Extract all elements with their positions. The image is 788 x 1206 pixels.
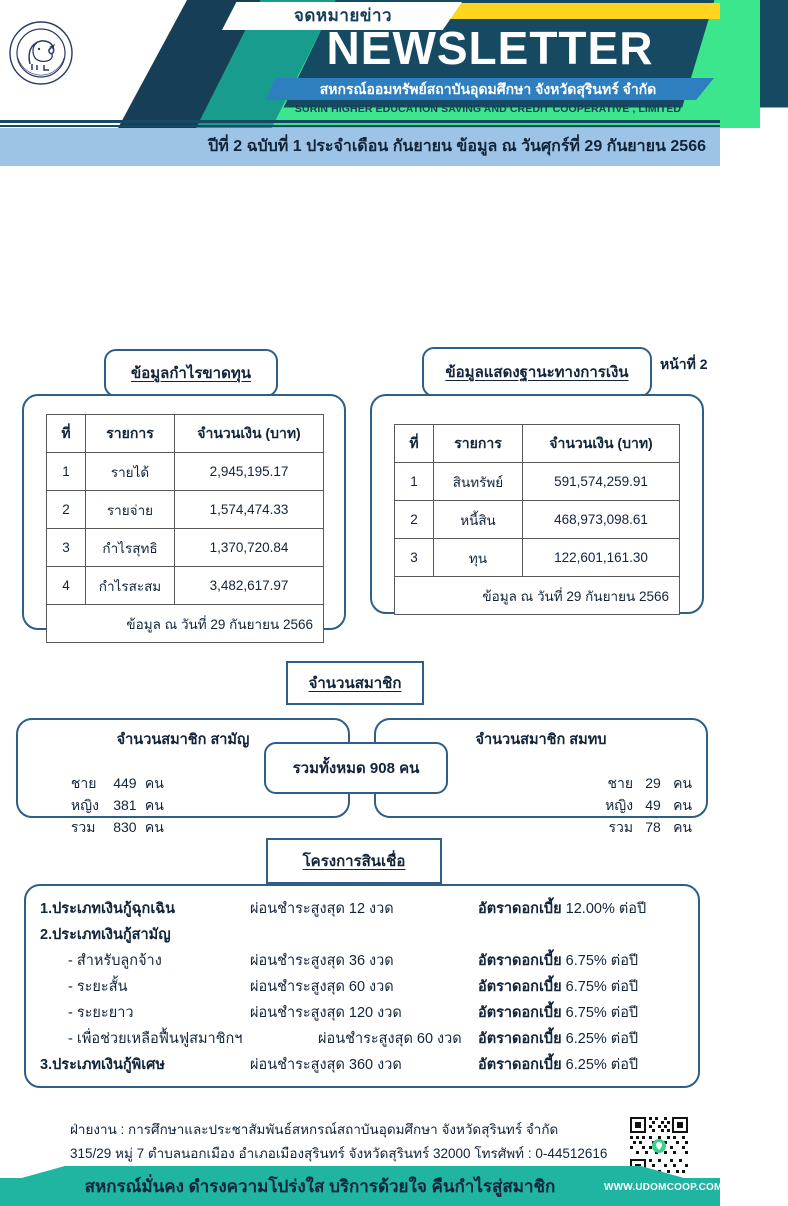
table-row (47, 567, 324, 605)
row-label: หญิง (70, 797, 99, 813)
credit-row-name: - สำหรับลูกจ้าง (68, 953, 162, 969)
credit-row-term: ผ่อนชำระสูงสุด 360 งวด (250, 1057, 402, 1073)
row-unit: คน (673, 775, 692, 791)
rate-value: 6.75% ต่อปี (565, 953, 639, 969)
table-row (47, 529, 324, 567)
cell-no: 3 (47, 529, 86, 567)
row-unit: คน (144, 775, 164, 791)
row-value: 29 (645, 775, 661, 791)
credit-programs-card (24, 884, 700, 1088)
issue-date-text: ปีที่ 2 ฉบับที่ 1 ประจำเดือน กันยายน ข้อมูล ณ วันศุกร์ที่ 29 กันยายน 2566 (208, 138, 706, 155)
credit-row-name: 2.ประเภทเงินกู้สามัญ (40, 927, 171, 943)
table-row (47, 453, 324, 491)
newsletter-thai-tag: จดหมายข่าว (293, 6, 393, 25)
ordinary-members-title: จำนวนสมาชิก สามัญ (116, 732, 250, 748)
table-row (395, 463, 680, 501)
finance-table (394, 424, 680, 615)
rate-value: 6.25% ต่อปี (565, 1057, 639, 1073)
profit-table (46, 414, 324, 643)
cell-no: 3 (395, 539, 434, 577)
header-divider-line-2 (0, 125, 720, 127)
credit-row-name: - เพื่อช่วยเหลือฟื้นฟูสมาชิกฯ (68, 1031, 243, 1047)
row-value: 49 (645, 797, 661, 813)
credit-row-term: ผ่อนชำระสูงสุด 60 งวด (250, 979, 394, 995)
credit-section-heading (266, 838, 442, 884)
finance-section-heading (422, 347, 652, 397)
table-header-row (395, 425, 680, 463)
associate-members-rows (560, 750, 692, 835)
row-unit: คน (673, 797, 692, 813)
rate-label: อัตราดอกเบี้ย (478, 1005, 562, 1021)
credit-row-name: - ระยะยาว (68, 1005, 134, 1021)
cell-no: 2 (47, 491, 86, 529)
total-members-badge (264, 742, 448, 794)
issue-date-bar (0, 128, 720, 166)
page-footer (0, 1114, 723, 1206)
credit-row-rate (478, 1052, 698, 1078)
cell-no: 4 (47, 567, 86, 605)
table-header-row (47, 415, 324, 453)
table-row (395, 539, 680, 577)
cell-amount: 2,945,195.17 (175, 453, 324, 491)
row-label: รวม (70, 819, 96, 835)
rate-label: อัตราดอกเบี้ย (478, 1057, 562, 1073)
rate-label: อัตราดอกเบี้ย (478, 901, 562, 917)
row-label: ชาย (70, 775, 97, 791)
finance-col-amount: จำนวนเงิน (บาท) (523, 425, 680, 463)
rate-value: 6.25% ต่อปี (565, 1031, 639, 1047)
cell-amount: 3,482,617.97 (175, 567, 324, 605)
credit-row-name: 3.ประเภทเงินกู้พิเศษ (40, 1057, 165, 1073)
rate-value: 6.75% ต่อปี (565, 1005, 639, 1021)
cell-item: กำไรสุทธิ (86, 529, 175, 567)
rate-label: อัตราดอกเบี้ย (478, 953, 562, 969)
credit-row-rate (478, 896, 698, 922)
table-row (395, 501, 680, 539)
rate-label: อัตราดอกเบี้ย (478, 1031, 562, 1047)
cell-item: สินทรัพย์ (434, 463, 523, 501)
credit-row-rate (478, 1000, 698, 1026)
table-row (47, 491, 324, 529)
page-body (0, 166, 723, 1196)
credit-section-heading-label: โครงการสินเชื่อ (302, 853, 406, 870)
profit-col-no: ที่ (47, 415, 86, 453)
row-value: 830 (113, 819, 137, 835)
profit-col-item: รายการ (86, 415, 175, 453)
members-section-heading-label: จำนวนสมาชิก (308, 675, 402, 692)
credit-row-term: ผ่อนชำระสูงสุด 36 งวด (250, 953, 394, 969)
cell-item: รายได้ (86, 453, 175, 491)
row-unit: คน (144, 819, 164, 835)
page-number: หน้าที่ 2 (660, 356, 708, 372)
credit-row-name: 1.ประเภทเงินกู้ฉุกเฉิน (40, 901, 176, 917)
table-footnote-row (47, 605, 324, 643)
row-label: ชาย (607, 775, 634, 791)
rate-value: 12.00% ต่อปี (565, 901, 647, 917)
credit-row-rate (478, 948, 698, 974)
row-unit: คน (673, 819, 692, 835)
members-section-heading (286, 661, 424, 705)
row-label: รวม (608, 819, 634, 835)
rate-label: อัตราดอกเบี้ย (478, 979, 562, 995)
footer-department-line: ฝ่ายงาน : การศึกษาและประชาสัมพันธ์สหกรณ์สถาบันอุดมศึกษา จังหวัดสุรินทร์ จำกัด (70, 1122, 559, 1137)
page-header (0, 0, 720, 128)
finance-section-heading-label: ข้อมูลแสดงฐานะทางการเงิน (445, 364, 629, 381)
row-value: 449 (113, 775, 137, 791)
cell-amount: 1,574,474.33 (175, 491, 324, 529)
cell-amount: 468,973,098.61 (523, 501, 680, 539)
ordinary-members-rows (32, 750, 164, 835)
newsletter-title: NEWSLETTER (326, 22, 654, 74)
header-divider-line-1 (0, 120, 720, 123)
cooperative-name-english: SURIN HIGHER EDUCATION SAVING AND CREDIT COOPERATIVE , LIMITED (294, 103, 682, 115)
credit-row-name: - ระยะสั้น (68, 979, 128, 995)
list-item (32, 750, 164, 791)
table-footnote-row (395, 577, 680, 615)
row-unit: คน (144, 797, 164, 813)
finance-col-no: ที่ (395, 425, 434, 463)
profit-footnote: ข้อมูล ณ วันที่ 29 กันยายน 2566 (47, 605, 324, 643)
row-value: 78 (645, 819, 661, 835)
finance-table-card (370, 394, 704, 614)
list-item (560, 750, 692, 791)
profit-col-amount: จำนวนเงิน (บาท) (175, 415, 324, 453)
profit-section-heading (104, 349, 278, 397)
credit-row-rate (478, 974, 698, 1000)
cell-amount: 1,370,720.84 (175, 529, 324, 567)
cell-item: กำไรสะสม (86, 567, 175, 605)
cell-item: รายจ่าย (86, 491, 175, 529)
cell-no: 1 (395, 463, 434, 501)
credit-row-term: ผ่อนชำระสูงสุด 120 งวด (250, 1005, 402, 1021)
cell-item: หนี้สิน (434, 501, 523, 539)
credit-row-rate (478, 1026, 698, 1052)
footer-slogan: สหกรณ์มั่นคง ดำรงความโปร่งใส บริการด้วยใจ คืนกำไรสู่สมาชิก (84, 1177, 556, 1196)
cell-amount: 122,601,161.30 (523, 539, 680, 577)
credit-row-term: ผ่อนชำระสูงสุด 12 งวด (250, 901, 394, 917)
footer-address-line: 315/29 หมู่ 7 ตำบลนอกเมือง อำเภอเมืองสุรินทร์ จังหวัดสุรินทร์ 32000 โทรศัพท์ : 0-44512616 (70, 1146, 608, 1161)
finance-col-item: รายการ (434, 425, 523, 463)
finance-footnote: ข้อมูล ณ วันที่ 29 กันยายน 2566 (395, 577, 680, 615)
profit-table-card (22, 394, 346, 630)
row-value: 381 (113, 797, 137, 813)
cell-no: 2 (395, 501, 434, 539)
cell-item: ทุน (434, 539, 523, 577)
associate-members-title: จำนวนสมาชิก สมทบ (475, 732, 607, 748)
total-members-label: รวมทั้งหมด 908 คน (292, 760, 420, 777)
elephant-emblem-icon (8, 20, 74, 86)
cell-no: 1 (47, 453, 86, 491)
row-label: หญิง (605, 797, 634, 813)
cell-amount: 591,574,259.91 (523, 463, 680, 501)
footer-website: WWW.UDOMCOOP.COM (604, 1182, 723, 1193)
credit-row-term: ผ่อนชำระสูงสุด 60 งวด (318, 1031, 462, 1047)
cooperative-name-thai: สหกรณ์ออมทรัพย์สถาบันอุดมศึกษา จังหวัดสุรินทร์ จำกัด (319, 81, 657, 97)
profit-section-heading-label: ข้อมูลกำไรขาดทุน (130, 365, 251, 382)
rate-value: 6.75% ต่อปี (565, 979, 639, 995)
